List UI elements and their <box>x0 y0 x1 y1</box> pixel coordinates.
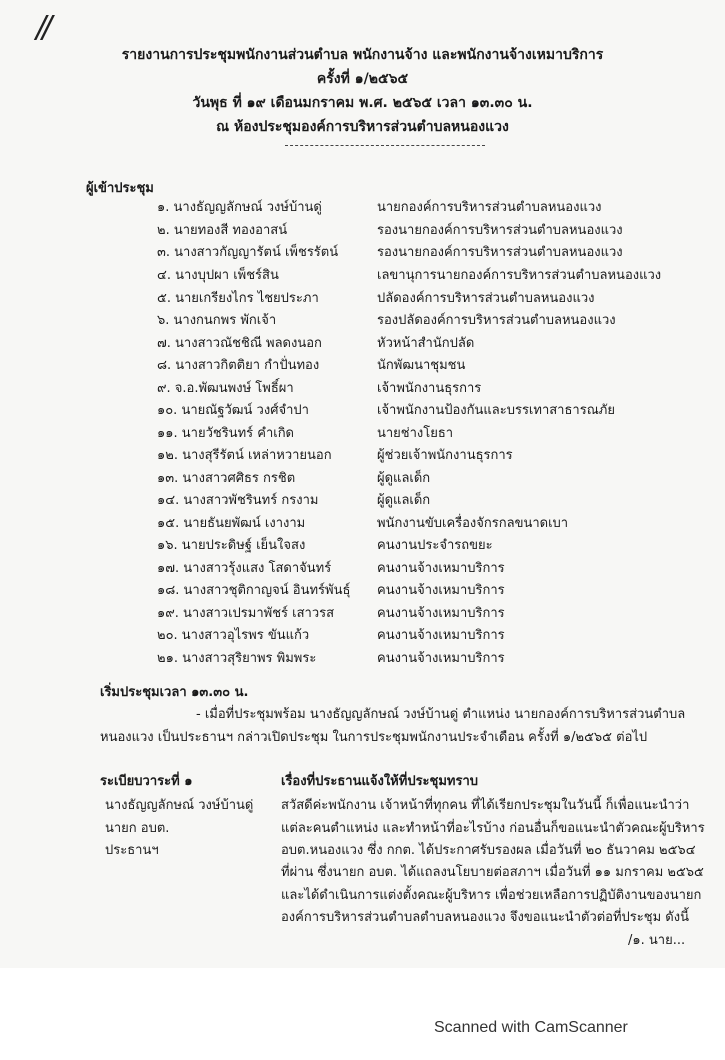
attendee-position: หัวหน้าสำนักปลัด <box>377 336 475 351</box>
attendee-name: ๔. นางบุปผา เพ็ชร์สิน <box>157 268 279 283</box>
attendee-name: ๘. นางสาวกิตติยา กำปั่นทอง <box>157 358 320 373</box>
attendee-position: รองนายกองค์การบริหารส่วนตำบลหนองแวง <box>377 223 623 238</box>
meeting-venue: ณ ห้องประชุมองค์การบริหารส่วนตำบลหนองแวง <box>216 119 509 135</box>
attendee-position: เจ้าพนักงานป้องกันและบรรเทาสาธารณภัย <box>377 403 615 418</box>
attendee-name: ๑. นางธัญญลักษณ์ วงษ์บ้านดู่ <box>157 200 322 215</box>
agenda-text-line: องค์การบริหารส่วนตำบลตำบลหนองแวง จึงขอแนะนำตัวต่อที่ประชุม ดังนี้ <box>281 910 689 925</box>
attendee-position: พนักงานขับเครื่องจักรกลขนาดเบา <box>377 516 569 531</box>
attendee-position: ปลัดองค์การบริหารส่วนตำบลหนองแวง <box>377 291 595 306</box>
attendee-position: นักพัฒนาชุมชน <box>377 358 466 373</box>
scanner-watermark: Scanned with CamScanner <box>434 1019 628 1036</box>
attendee-name: ๗. นางสาวณัชชิณี พลดงนอก <box>157 336 322 351</box>
attendee-name: ๑๕. นายธันยพัฒน์ เงางาม <box>157 516 306 531</box>
meeting-number: ครั้งที่ ๑/๒๕๖๕ <box>316 71 409 87</box>
attendee-position: ผู้ช่วยเจ้าพนักงานธุรการ <box>377 448 513 463</box>
attendee-name: ๑๑. นายวัชรินทร์ คำเกิด <box>157 426 295 441</box>
attendee-position: คนงานจ้างเหมาบริการ <box>377 561 505 576</box>
attendee-name: ๓. นางสาวกัญญารัตน์ เพ็ชรรัตน์ <box>157 245 339 260</box>
attendee-name: ๖. นางกนกพร พักเจ้า <box>157 313 277 328</box>
attendee-name: ๒๑. นางสาวสุริยาพร พิมพระ <box>157 651 317 666</box>
attendee-name: ๑๖. นายประดิษฐ์ เย็นใจสง <box>157 538 306 553</box>
attendee-name: ๑๓. นางสาวศศิธร กรชิต <box>157 471 296 486</box>
attendee-name: ๑๙. นางสาวเปรมาพัชร์ เสาวรส <box>157 606 335 621</box>
meeting-date: วันพุธ ที่ ๑๙ เดือนมกราคม พ.ศ. ๒๕๖๕ เวลา ๑๓.๓๐ น. <box>192 95 533 111</box>
speaker-role: นายก อบต. <box>105 821 170 836</box>
agenda-text-line: แต่ละคนตำแหน่ง และทำหน้าที่อะไรบ้าง ก่อนอื่นก็ขอแนะนำตัวคณะผู้บริหาร <box>281 821 705 836</box>
attendee-name: ๑๘. นางสาวชุติกาญจน์ อินทร์พันธุ์ <box>157 583 351 598</box>
attendee-position: นายช่างโยธา <box>377 426 454 441</box>
report-title: รายงานการประชุมพนักงานส่วนตำบล พนักงานจ้าง และพนักงานจ้างเหมาบริการ <box>121 47 604 63</box>
attendee-position: รองนายกองค์การบริหารส่วนตำบลหนองแวง <box>377 245 623 260</box>
meeting-start-heading: เริ่มประชุมเวลา ๑๓.๓๐ น. <box>100 685 249 700</box>
attendee-position: คนงานจ้างเหมาบริการ <box>377 651 505 666</box>
opening-paragraph-line: หนองแวง เป็นประธานฯ กล่าวเปิดประชุม ในการประชุมพนักงานประจำเดือน ครั้งที่ ๑/๒๕๖๕ ต่อไป <box>100 730 648 745</box>
attendee-position: คนงานจ้างเหมาบริการ <box>377 628 505 643</box>
attendee-position: คนงานจ้างเหมาบริการ <box>377 606 505 621</box>
attendee-name: ๑๗. นางสาวรุ้งแสง โสดาจันทร์ <box>157 561 332 576</box>
attendee-position: รองปลัดองค์การบริหารส่วนตำบลหนองแวง <box>377 313 616 328</box>
attendee-name: ๕. นายเกรียงไกร ไชยประภา <box>157 291 319 306</box>
corner-mark: // <box>36 10 49 45</box>
agenda-text-line: ที่ผ่าน ซึ่งนายก อบต. ได้แถลงนโยบายต่อสภาฯ เมื่อวันที่ ๑๑ มกราคม ๒๕๖๕ <box>281 865 704 880</box>
attendee-position: คนงานจ้างเหมาบริการ <box>377 583 505 598</box>
agenda-text-line: สวัสดีค่ะพนักงาน เจ้าหน้าที่ทุกคน ที่ได้เรียกประชุมในวันนี้ ก็เพื่อแนะนำว่า <box>281 798 690 813</box>
header-divider <box>285 145 485 146</box>
attendee-name: ๑๔. นางสาวพัชรินทร์ กรงาม <box>157 493 319 508</box>
attendee-position: คนงานประจำรถขยะ <box>377 538 493 553</box>
attendee-name: ๙. จ.อ.พัฒนพงษ์ โพธิ์ผา <box>157 381 294 396</box>
attendee-name: ๑๐. นายณัฐวัฒน์ วงศ์จำปา <box>157 403 309 418</box>
attendee-position: นายกองค์การบริหารส่วนตำบลหนองแวง <box>377 200 602 215</box>
attendee-position: ผู้ดูแลเด็ก <box>377 471 431 486</box>
attendee-name: ๒๐. นางสาวอุไรพร ขันแก้ว <box>157 628 310 643</box>
attendee-name: ๒. นายทองสี ทองอาสน์ <box>157 223 288 238</box>
agenda-subject: เรื่องที่ประธานแจ้งให้ที่ประชุมทราบ <box>281 774 479 789</box>
agenda-text-line: และได้ดำเนินการแต่งตั้งคณะผู้บริหาร เพื่อช่วยเหลือการปฏิบัติงานของนายก <box>281 888 702 903</box>
attendees-heading: ผู้เข้าประชุม <box>86 181 154 196</box>
agenda-heading: ระเบียบวาระที่ ๑ <box>100 774 193 789</box>
attendee-name: ๑๒. นางสุรีรัตน์ เหล่าหวายนอก <box>157 448 332 463</box>
agenda-text-line: อบต.หนองแวง ซึ่ง กกต. ได้ประกาศรับรองผล เมื่อวันที่ ๒๐ ธันวาคม ๒๕๖๔ <box>281 843 696 858</box>
page-continuation: /๑. นาย... <box>628 933 686 948</box>
speaker-title: ประธานฯ <box>105 843 159 858</box>
speaker-name: นางธัญญลักษณ์ วงษ์บ้านดู่ <box>105 798 254 813</box>
attendee-position: เจ้าพนักงานธุรการ <box>377 381 482 396</box>
attendee-position: เลขานุการนายกองค์การบริหารส่วนตำบลหนองแวง <box>377 268 662 283</box>
opening-paragraph-line: - เมื่อที่ประชุมพร้อม นางธัญญลักษณ์ วงษ์บ้านดู่ ตำแหน่ง นายกองค์การบริหารส่วนตำบล <box>196 707 686 722</box>
attendee-position: ผู้ดูแลเด็ก <box>377 493 431 508</box>
